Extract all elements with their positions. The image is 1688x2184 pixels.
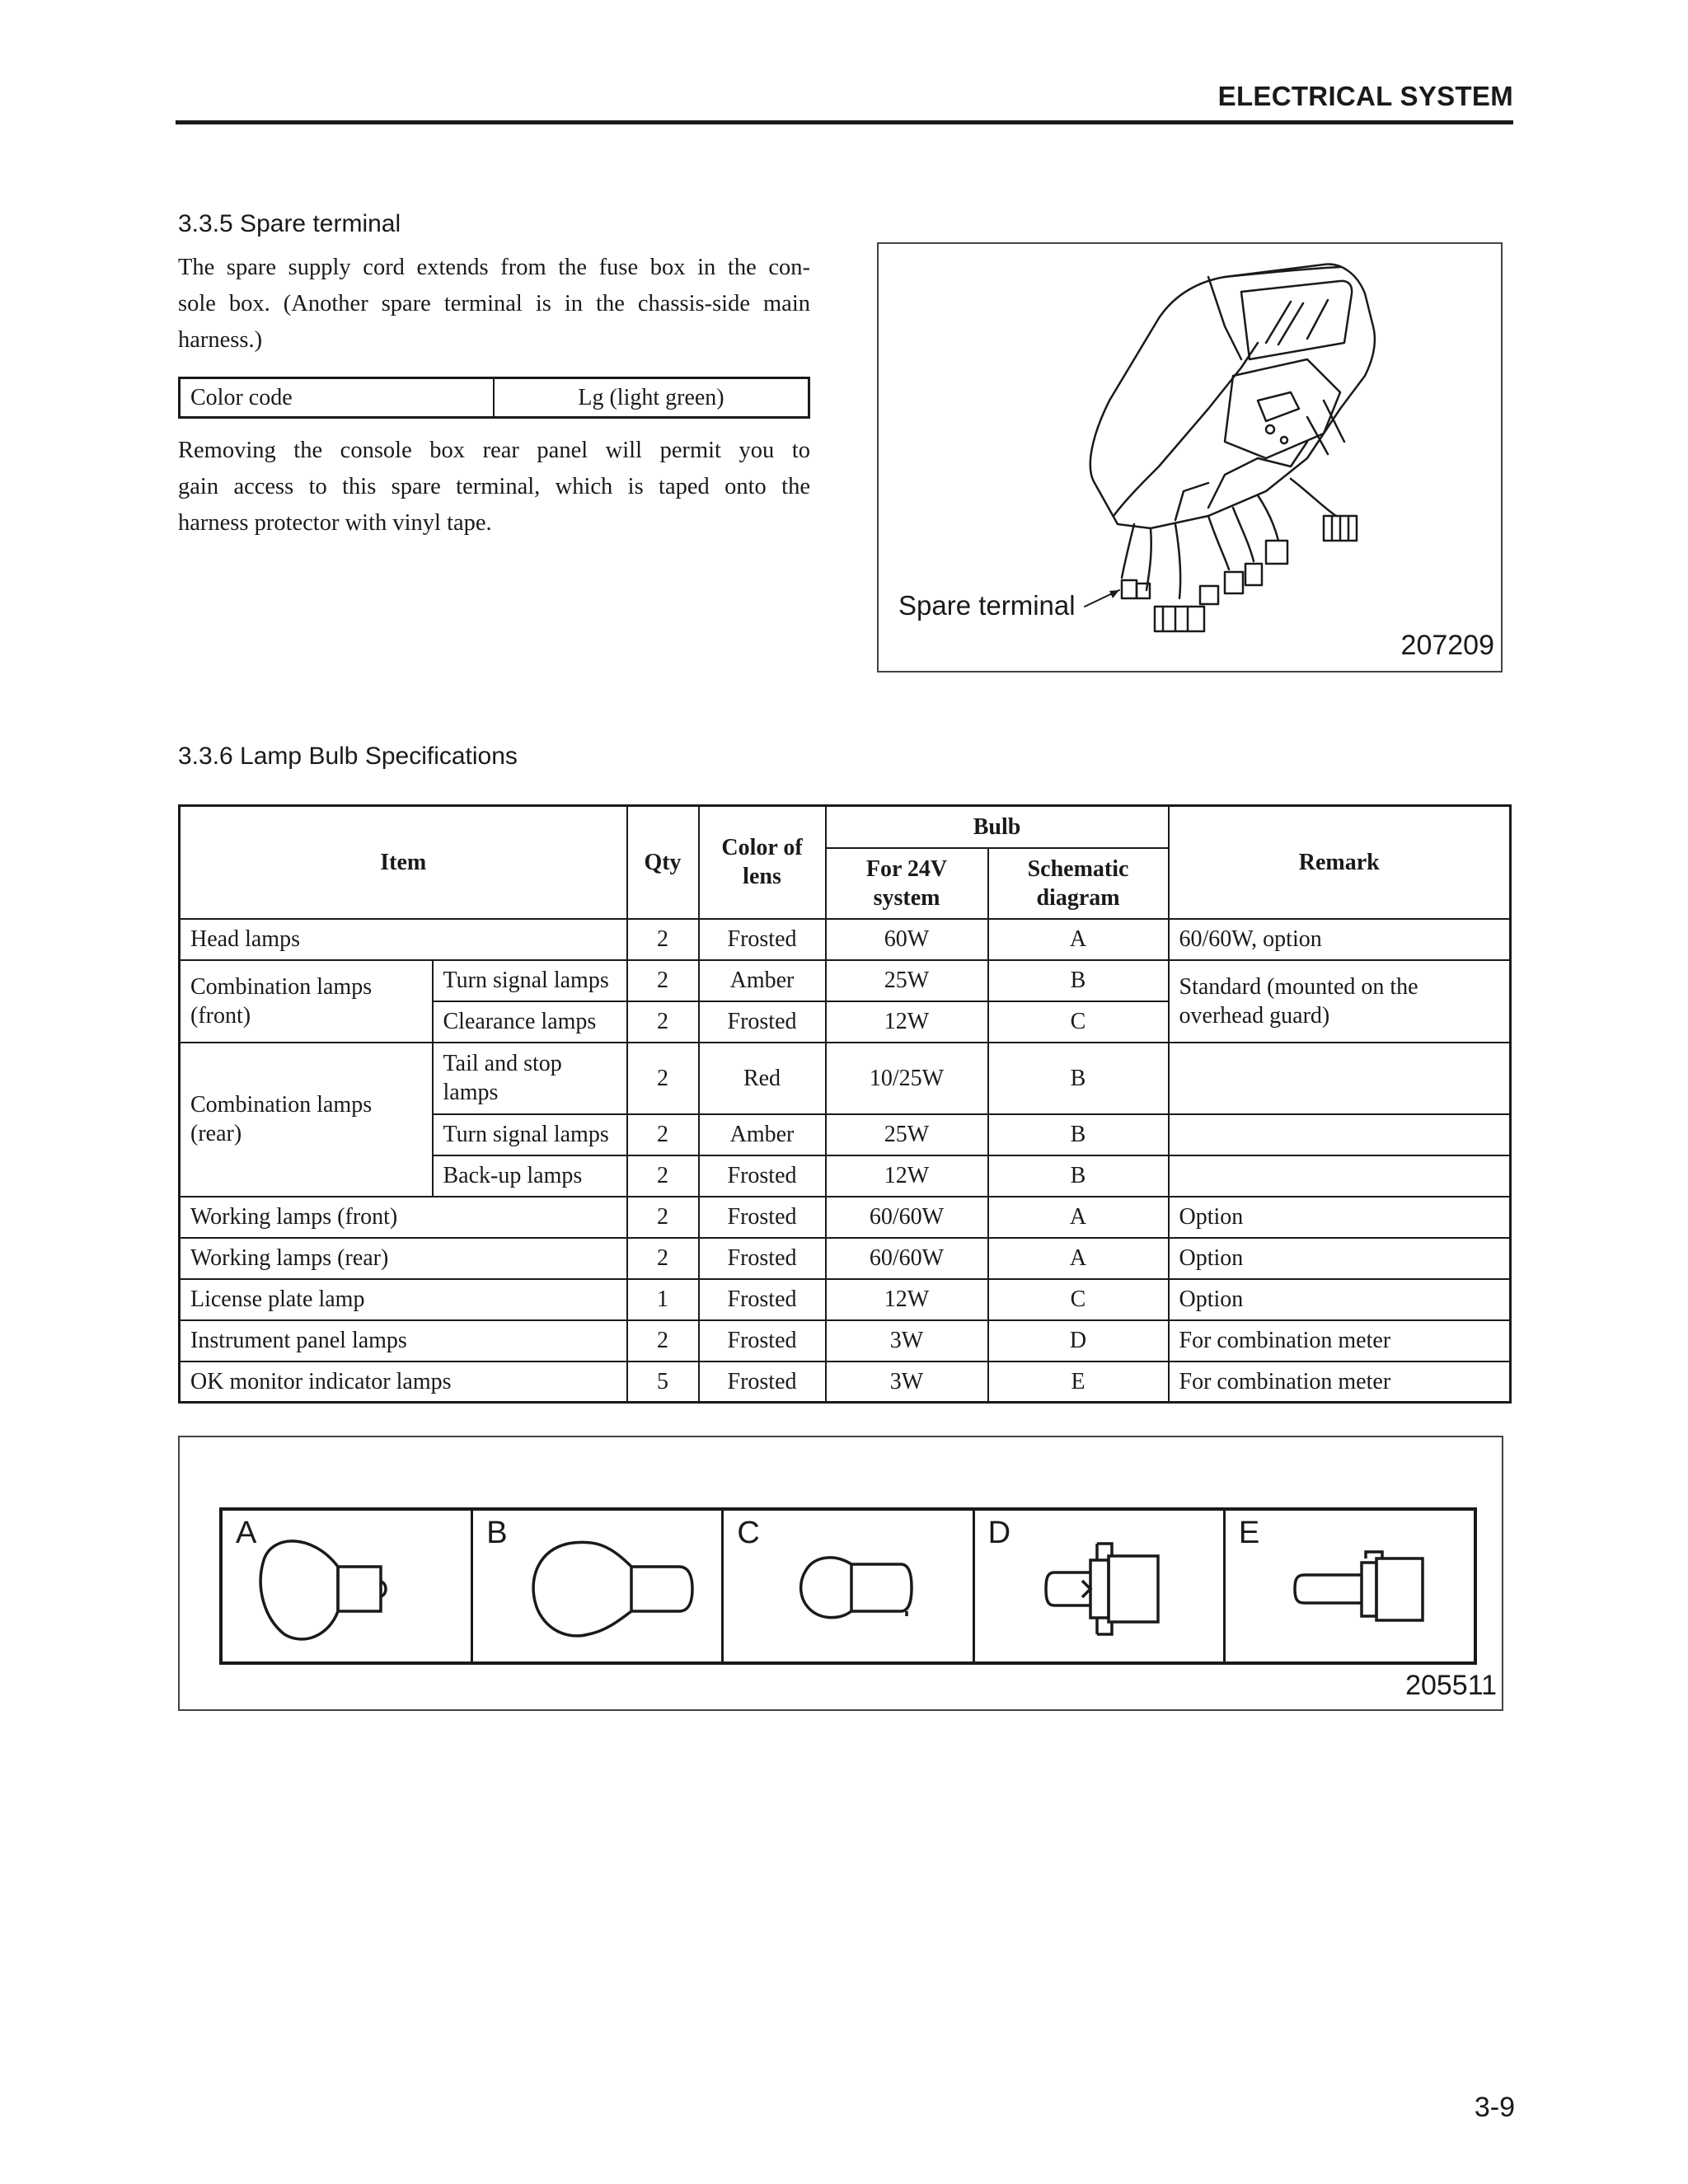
cell-item: Turn signal lamps [433, 960, 627, 1001]
table-row [180, 960, 1511, 1001]
cell-lens: Red [699, 1043, 826, 1114]
table-row [180, 1361, 1511, 1403]
cell-diagram: B [988, 960, 1169, 1001]
cell-remark: Option [1169, 1238, 1511, 1279]
color-code-label: Color code [180, 378, 495, 418]
cell-qty: 2 [627, 1043, 699, 1114]
spare-terminal-access-text [178, 433, 810, 541]
header-for-24v-line1: For 24V [865, 855, 948, 882]
cell-item: License plate lamp [180, 1279, 627, 1320]
intro-line-2: sole box. (Another spare terminal is in the chassis-side main [178, 291, 810, 316]
header-rule [176, 120, 1513, 124]
cell-watt: 60W [826, 919, 988, 960]
cell-watt: 60/60W [826, 1197, 988, 1238]
cell-qty: 2 [627, 1238, 699, 1279]
cell-diagram: B [988, 1155, 1169, 1197]
bulb-b-icon [473, 1511, 720, 1663]
cell-diagram: E [988, 1361, 1169, 1403]
cell-watt: 25W [826, 1114, 988, 1155]
bulb-cell-b [473, 1511, 724, 1661]
bulb-schematic-grid [219, 1507, 1477, 1665]
cell-qty: 1 [627, 1279, 699, 1320]
cell-lens: Frosted [699, 1279, 826, 1320]
cell-item: Instrument panel lamps [180, 1320, 627, 1361]
cell-watt: 10/25W [826, 1043, 988, 1114]
cell-diagram: D [988, 1320, 1169, 1361]
bulb-cell-c [724, 1511, 974, 1661]
cell-item: Head lamps [180, 919, 627, 960]
bulb-letter-e: E [1238, 1516, 1260, 1550]
lamp-bulb-spec-table [178, 804, 1512, 1404]
bulb-cell-a [223, 1511, 473, 1661]
cell-item: Clearance lamps [433, 1001, 627, 1043]
cell-remark [1169, 1114, 1511, 1155]
bulb-letter-a: A [236, 1516, 257, 1550]
table-row [180, 1238, 1511, 1279]
cell-watt: 12W [826, 1155, 988, 1197]
cell-watt: 12W [826, 1279, 988, 1320]
cell-diagram: A [988, 1197, 1169, 1238]
cell-remark-standard: Standard (mounted on the overhead guard) [1169, 960, 1511, 1043]
bulb-letter-b: B [486, 1516, 508, 1550]
cell-qty: 2 [627, 1114, 699, 1155]
cell-lens: Amber [699, 1114, 826, 1155]
bulb-a-icon [223, 1511, 470, 1663]
table-row [180, 1043, 1511, 1114]
cell-remark: For combination meter [1169, 1320, 1511, 1361]
header-title: ELECTRICAL SYSTEM [1217, 81, 1513, 111]
bulb-letter-c: C [737, 1516, 760, 1550]
cell-lens: Frosted [699, 1361, 826, 1403]
access-line-3: harness protector with vinyl tape. [178, 510, 492, 536]
cell-watt: 3W [826, 1361, 988, 1403]
color-code-table [178, 377, 810, 419]
bulb-cell-d [975, 1511, 1226, 1661]
cell-item: Tail and stop lamps [433, 1043, 627, 1114]
spare-terminal-intro [178, 250, 810, 359]
cell-qty: 2 [627, 1155, 699, 1197]
cell-item: Working lamps (front) [180, 1197, 627, 1238]
cell-lens: Frosted [699, 1001, 826, 1043]
cell-item: Working lamps (rear) [180, 1238, 627, 1279]
header-schematic-line1: Schematic [1027, 855, 1129, 882]
figure-number-207209: 207209 [1400, 630, 1494, 661]
cell-lens: Frosted [699, 919, 826, 960]
cell-item: Back-up lamps [433, 1155, 627, 1197]
cell-diagram: A [988, 1238, 1169, 1279]
intro-line-3: harness.) [178, 327, 263, 353]
page-number: 3-9 [1474, 2092, 1515, 2123]
cell-lens: Amber [699, 960, 826, 1001]
cell-watt: 12W [826, 1001, 988, 1043]
figure-number-205511: 205511 [1405, 1670, 1497, 1701]
cell-qty: 2 [627, 919, 699, 960]
table-row [180, 919, 1511, 960]
cell-remark: Option [1169, 1197, 1511, 1238]
cell-watt: 3W [826, 1320, 988, 1361]
color-code-value: Lg (light green) [494, 378, 809, 418]
header-color-of-lens: Color of lens [699, 806, 826, 919]
spare-terminal-figure [877, 242, 1503, 673]
header-qty: Qty [627, 806, 699, 919]
access-line-1: Removing the console box rear panel will permit you to [178, 438, 810, 463]
cell-lens: Frosted [699, 1155, 826, 1197]
spare-terminal-callout: Spare terminal [898, 590, 1076, 621]
table-row [180, 1279, 1511, 1320]
header-for-24v [826, 848, 988, 919]
header-schematic [988, 848, 1169, 919]
cell-watt: 60/60W [826, 1238, 988, 1279]
header-for-24v-line2: system [873, 884, 940, 911]
bulb-c-icon [724, 1511, 971, 1663]
bulb-e-icon [1226, 1511, 1473, 1663]
lamp-specs-heading: 3.3.6 Lamp Bulb Specifications [178, 743, 518, 770]
cell-group-rear: Combination lamps (rear) [180, 1043, 433, 1197]
cell-diagram: B [988, 1043, 1169, 1114]
cell-remark: For combination meter [1169, 1361, 1511, 1403]
cell-lens: Frosted [699, 1320, 826, 1361]
bulb-letter-d: D [987, 1516, 1011, 1550]
cell-remark: 60/60W, option [1169, 919, 1511, 960]
cell-item: Turn signal lamps [433, 1114, 627, 1155]
access-line-2: gain access to this spare terminal, which is taped onto the [178, 474, 810, 499]
cell-lens: Frosted [699, 1197, 826, 1238]
cell-diagram: C [988, 1279, 1169, 1320]
cell-remark: Option [1169, 1279, 1511, 1320]
cell-qty: 5 [627, 1361, 699, 1403]
header-remark: Remark [1169, 806, 1511, 919]
cell-diagram: A [988, 919, 1169, 960]
table-row [180, 1320, 1511, 1361]
table-row [180, 1197, 1511, 1238]
header-item: Item [180, 806, 627, 919]
header-bulb: Bulb [826, 806, 1169, 848]
cell-qty: 2 [627, 1197, 699, 1238]
intro-line-1: The spare supply cord extends from the fuse box in the con- [178, 255, 810, 280]
cell-watt: 25W [826, 960, 988, 1001]
cell-remark [1169, 1043, 1511, 1114]
cell-diagram: B [988, 1114, 1169, 1155]
cell-qty: 2 [627, 960, 699, 1001]
cell-remark [1169, 1155, 1511, 1197]
bulb-d-icon [975, 1511, 1222, 1663]
cell-qty: 2 [627, 1320, 699, 1361]
cell-group-front: Combination lamps (front) [180, 960, 433, 1043]
header-schematic-line2: diagram [1036, 884, 1120, 911]
cell-item: OK monitor indicator lamps [180, 1361, 627, 1403]
spare-terminal-heading: 3.3.5 Spare terminal [178, 210, 401, 237]
bulb-cell-e [1226, 1511, 1474, 1661]
cell-qty: 2 [627, 1001, 699, 1043]
cell-diagram: C [988, 1001, 1169, 1043]
cell-lens: Frosted [699, 1238, 826, 1279]
